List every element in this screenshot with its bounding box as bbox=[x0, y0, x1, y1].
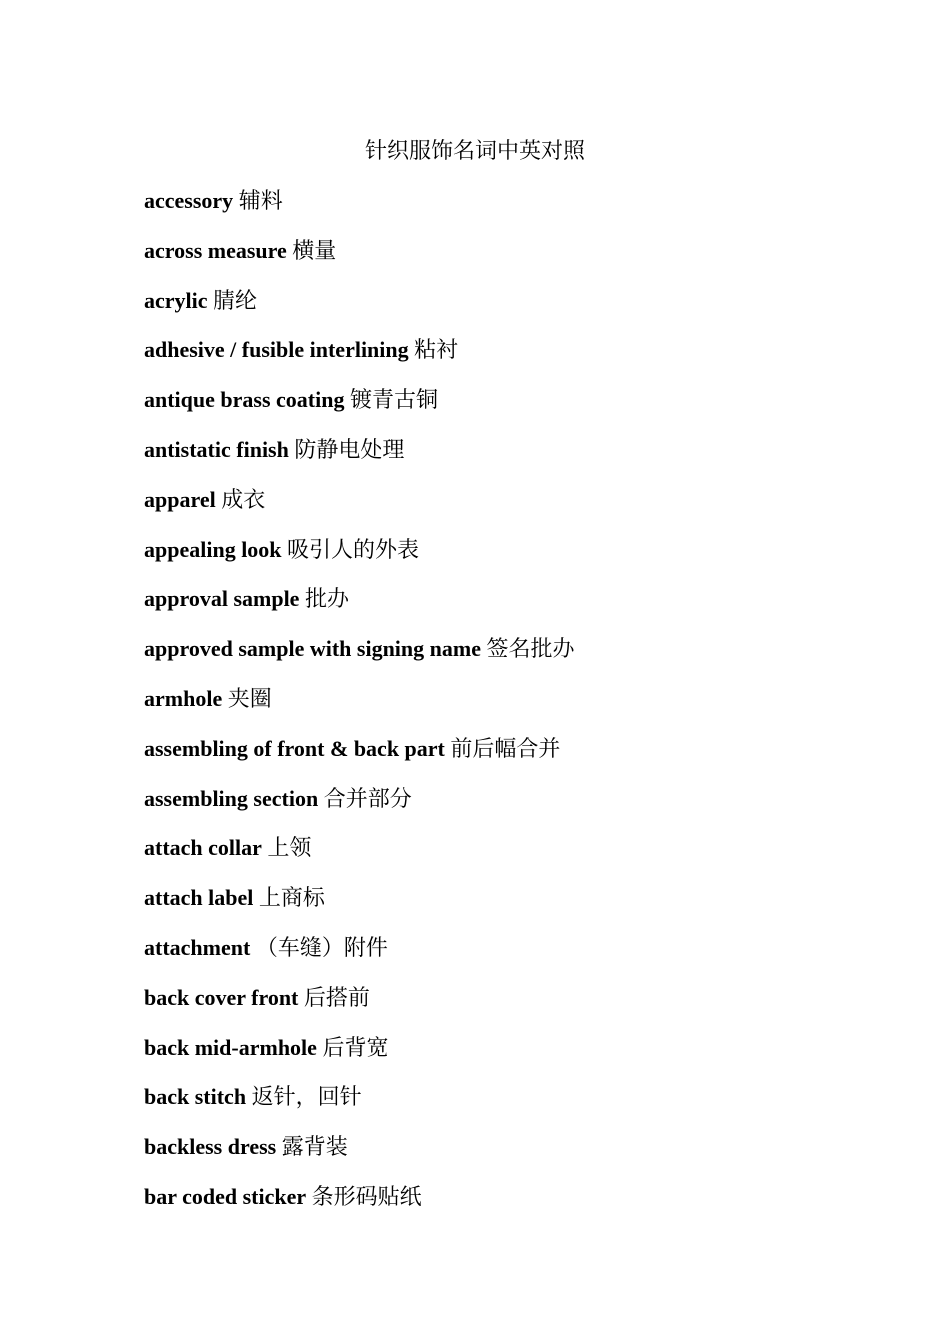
entry-translation: 防静电处理 bbox=[294, 436, 405, 462]
glossary-entry bbox=[144, 1182, 904, 1232]
entry-term: across measure bbox=[144, 237, 287, 263]
entry-term: approval sample bbox=[144, 586, 300, 612]
entry-term: antique brass coating bbox=[144, 387, 345, 413]
glossary-list bbox=[144, 186, 904, 1232]
glossary-entry bbox=[144, 883, 904, 933]
glossary-entry bbox=[144, 833, 904, 883]
glossary-entry bbox=[144, 983, 904, 1033]
document-title: 针织服饰名词中英对照 bbox=[364, 138, 585, 163]
glossary-entry bbox=[144, 933, 904, 983]
entry-translation: 后搭前 bbox=[303, 984, 370, 1010]
glossary-entry bbox=[144, 286, 904, 336]
glossary-entry bbox=[144, 1033, 904, 1083]
entry-term: antistatic finish bbox=[144, 436, 289, 462]
entry-translation: 签名批办 bbox=[486, 636, 575, 662]
glossary-entry bbox=[144, 684, 904, 734]
entry-translation: 前后幅合并 bbox=[450, 735, 561, 761]
entry-translation: 成衣 bbox=[221, 486, 266, 512]
entry-term: approved sample with signing name bbox=[144, 636, 481, 662]
entry-term: appealing look bbox=[144, 536, 282, 562]
glossary-entry bbox=[144, 385, 904, 435]
entry-term: acrylic bbox=[144, 287, 208, 313]
glossary-entry bbox=[144, 186, 904, 236]
glossary-entry bbox=[144, 584, 904, 634]
entry-term: back cover front bbox=[144, 984, 299, 1010]
glossary-entry bbox=[144, 1082, 904, 1132]
entry-term: accessory bbox=[144, 188, 234, 213]
entry-term: armhole bbox=[144, 685, 223, 711]
entry-term: bar coded sticker bbox=[144, 1183, 307, 1209]
entry-term: attachment bbox=[144, 934, 251, 960]
glossary-entry bbox=[144, 485, 904, 535]
entry-translation: 合并部分 bbox=[323, 785, 412, 811]
entry-term: attach label bbox=[144, 885, 254, 911]
entry-translation: （车缝）附件 bbox=[255, 934, 388, 960]
entry-translation: 夹圈 bbox=[227, 685, 272, 711]
entry-term: back mid-armhole bbox=[144, 1034, 317, 1060]
entry-translation: 腈纶 bbox=[213, 287, 258, 313]
entry-translation: 镀青古铜 bbox=[349, 387, 438, 413]
entry-term: assembling of front & back part bbox=[144, 735, 445, 761]
entry-translation: 露背装 bbox=[281, 1134, 348, 1160]
glossary-entry bbox=[144, 1132, 904, 1182]
entry-translation: 条形码贴纸 bbox=[311, 1183, 422, 1209]
entry-term: adhesive / fusible interlining bbox=[144, 337, 409, 363]
entry-term: attach collar bbox=[144, 835, 262, 861]
glossary-entry bbox=[144, 236, 904, 286]
glossary-entry bbox=[144, 335, 904, 385]
entry-term: apparel bbox=[144, 486, 216, 512]
entry-translation: 返针，回针 bbox=[251, 1084, 362, 1110]
entry-translation: 横量 bbox=[292, 237, 337, 263]
entry-translation: 辅料 bbox=[238, 188, 283, 213]
glossary-entry bbox=[144, 435, 904, 485]
entry-translation: 批办 bbox=[304, 586, 349, 612]
entry-translation: 后背宽 bbox=[322, 1034, 389, 1060]
glossary-entry bbox=[144, 784, 904, 834]
entry-translation: 粘衬 bbox=[414, 337, 459, 363]
entry-term: assembling section bbox=[144, 785, 319, 811]
entry-term: back stitch bbox=[144, 1084, 247, 1110]
entry-translation: 吸引人的外表 bbox=[287, 536, 420, 562]
entry-term: backless dress bbox=[144, 1134, 277, 1160]
entry-translation: 上领 bbox=[267, 835, 312, 861]
entry-translation: 上商标 bbox=[258, 885, 325, 911]
glossary-entry bbox=[144, 734, 904, 784]
glossary-entry bbox=[144, 634, 904, 684]
glossary-entry bbox=[144, 535, 904, 585]
